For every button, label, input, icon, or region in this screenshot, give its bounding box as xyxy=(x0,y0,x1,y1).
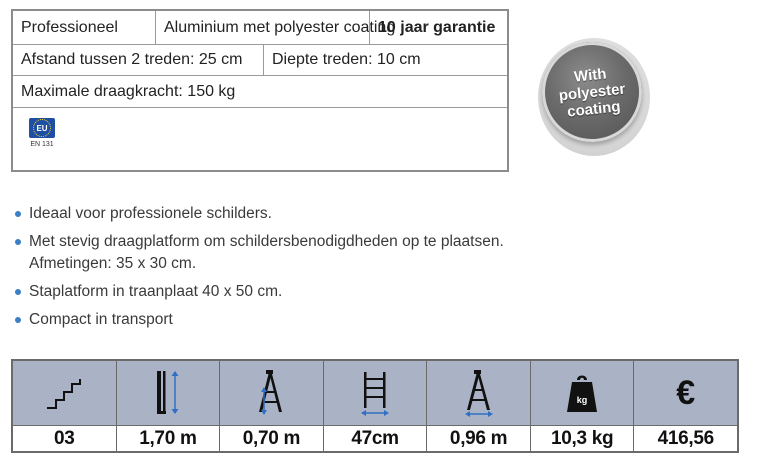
steps-icon xyxy=(43,373,85,413)
feature-list xyxy=(14,203,504,337)
product-column xyxy=(530,361,634,451)
list-item xyxy=(14,203,504,225)
badge-line: With xyxy=(573,64,608,86)
icon-cell xyxy=(531,361,634,426)
icon-cell xyxy=(220,361,323,426)
footprint-value: 0,96 m xyxy=(427,426,530,451)
ladder-width-icon xyxy=(355,368,395,418)
product-column xyxy=(323,361,427,451)
spec-row xyxy=(13,45,507,76)
list-item-text: Ideaal voor professionele schilders. xyxy=(29,205,272,222)
icon-cell xyxy=(117,361,220,426)
list-item xyxy=(14,231,504,275)
spec-category: Professioneel xyxy=(21,18,118,36)
icon-cell xyxy=(324,361,427,426)
spec-row xyxy=(13,108,507,168)
eu-flag-icon xyxy=(29,118,55,138)
eu-standard: EN 131 xyxy=(30,141,54,148)
spec-table xyxy=(11,9,509,172)
spec-step-depth: Diepte treden: 10 cm xyxy=(263,45,507,75)
list-item-text: Compact in transport xyxy=(29,311,173,328)
spec-max-load: Maximale draagkracht: 150 kg xyxy=(21,82,236,100)
weight-icon xyxy=(562,370,602,416)
product-column xyxy=(426,361,530,451)
ladder-a-width-icon xyxy=(251,368,291,418)
eu-label: EU xyxy=(36,123,48,133)
list-item-subtext: Afmetingen: 35 x 30 cm. xyxy=(29,255,197,272)
spec-row xyxy=(13,11,507,45)
list-item xyxy=(14,309,504,331)
list-item-text: Staplatform in traanplaat 40 x 50 cm. xyxy=(29,283,283,300)
spec-material: Aluminium met polyester coating xyxy=(155,11,369,44)
price-value: 416,56 xyxy=(634,426,737,451)
height-value: 1,70 m xyxy=(117,426,220,451)
step-width-value: 47cm xyxy=(324,426,427,451)
spec-row xyxy=(13,76,507,108)
product-column xyxy=(633,361,737,451)
weight-value: 10,3 kg xyxy=(531,426,634,451)
list-item-text: Met stevig draagplatform om schildersbenodigdheden op te plaatsen. xyxy=(29,233,504,250)
badge-line: polyester xyxy=(557,80,627,104)
product-table xyxy=(11,359,739,453)
list-item xyxy=(14,281,504,303)
base-width-value: 0,70 m xyxy=(220,426,323,451)
eu-certification xyxy=(13,108,71,158)
spec-step-distance: Afstand tussen 2 treden: 25 cm xyxy=(21,51,243,68)
product-column xyxy=(116,361,220,451)
ladder-reach-icon xyxy=(459,368,499,418)
icon-cell xyxy=(427,361,530,426)
spec-warranty: 10 jaar garantie xyxy=(369,11,507,44)
product-column xyxy=(13,361,116,451)
euro-icon: € xyxy=(676,373,696,412)
badge-line: coating xyxy=(566,97,622,121)
height-icon xyxy=(148,367,188,419)
icon-cell xyxy=(634,361,737,426)
steps-value: 03 xyxy=(13,426,116,451)
weight-icon-label: kg xyxy=(576,395,588,405)
icon-cell xyxy=(13,361,116,426)
product-column xyxy=(219,361,323,451)
